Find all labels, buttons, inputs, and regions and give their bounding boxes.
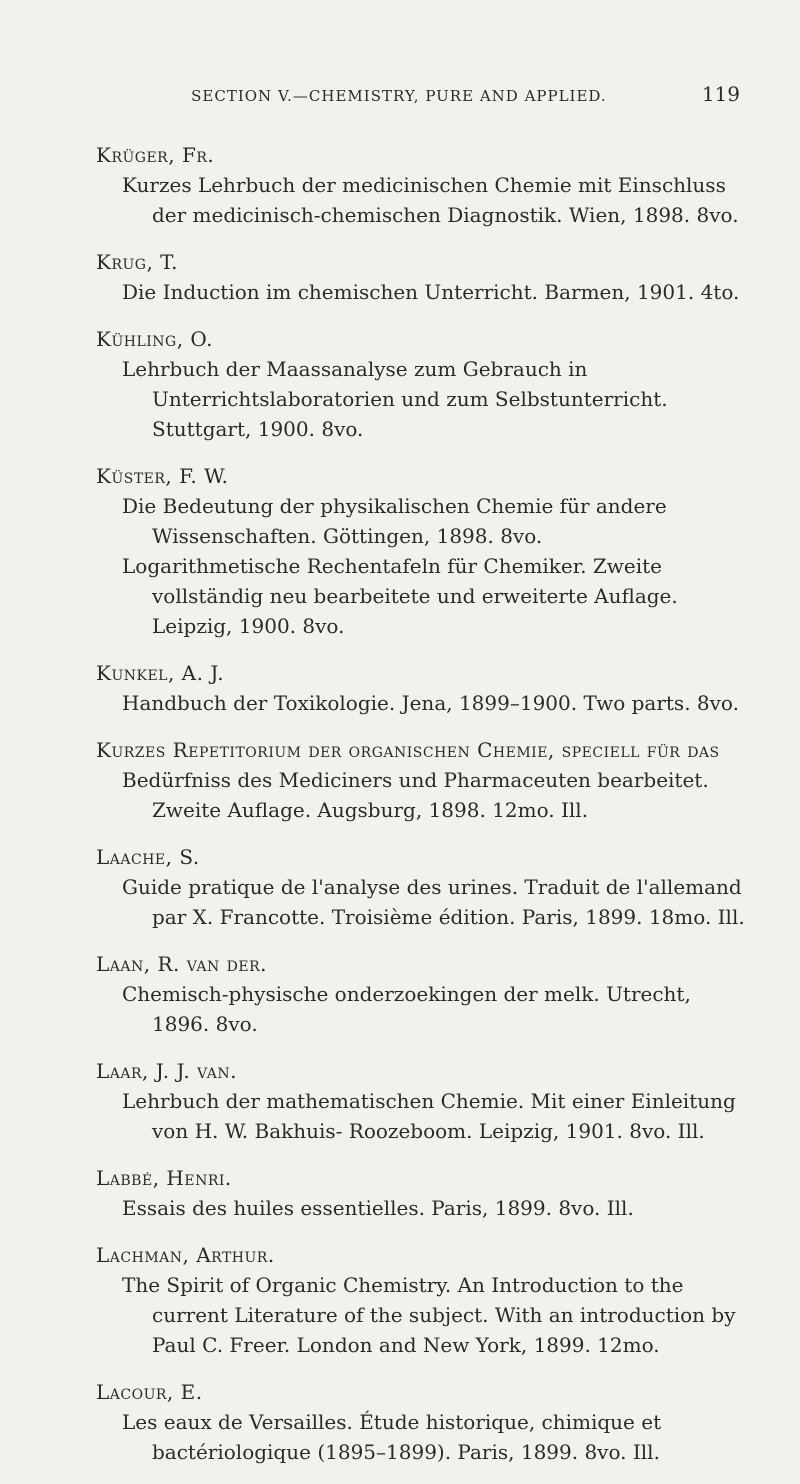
- entry-work: Essais des huiles essentielles. Paris, 1899. 8vo. Ill.: [122, 1196, 634, 1220]
- entry-author: Krüger, Fr.: [96, 143, 215, 167]
- entry-work: Chemisch-physische onderzoekingen der melk. Utrecht, 1896. 8vo.: [122, 982, 691, 1036]
- entry-work: Die Induction im chemischen Unterricht. Barmen, 1901. 4to.: [122, 280, 740, 304]
- bibliography-entry: [96, 842, 746, 932]
- bibliography-entry: [96, 140, 746, 230]
- entry-work: Bedürfniss des Mediciners und Pharmaceuten bearbeitet. Zweite Auflage. Augsburg, 1898. 12mo. Ill.: [122, 768, 709, 822]
- entry-work: Lehrbuch der mathematischen Chemie. Mit einer Einleitung von H. W. Bakhuis- Roozeboom. Leipzig, 1901. 8vo. Ill.: [122, 1089, 736, 1143]
- entry-author: Lachman, Arthur.: [96, 1243, 275, 1267]
- entry-work: Logarithmetische Rechentafeln für Chemiker. Zweite vollständig neu bearbeitete und erweiterte Auflage. Leipzig, 1900. 8vo.: [122, 554, 678, 638]
- entry-work: The Spirit of Organic Chemistry. An Introduction to the current Literature of the subject. With an introduction by Paul C. Freer. London and New York, 1899. 12mo.: [122, 1273, 736, 1357]
- bibliography-entry: [96, 247, 746, 307]
- bibliography-entry: [96, 735, 746, 825]
- entry-author: Küster, F. W.: [96, 464, 229, 488]
- section-title: SECTION V.—CHEMISTRY, PURE AND APPLIED.: [191, 87, 607, 105]
- running-head: [96, 82, 740, 106]
- entry-author: Labbé, Henri.: [96, 1166, 232, 1190]
- entry-author: Krug, T.: [96, 250, 178, 274]
- entry-work: Die Bedeutung der physikalischen Chemie für andere Wissenschaften. Göttingen, 1898. 8vo.: [122, 494, 667, 548]
- entry-work: Les eaux de Versailles. Étude historique, chimique et bactériologique (1895–1899). Paris, 1899. 8vo. Ill.: [122, 1410, 662, 1464]
- entry-author: Lacour, E.: [96, 1380, 203, 1404]
- entry-author: Kunkel, A. J.: [96, 661, 225, 685]
- page-number: 119: [701, 82, 740, 106]
- entry-author: Kurzes Repetitorium der organischen Chemie, speciell für das: [96, 738, 720, 762]
- entry-author: Kühling, O.: [96, 327, 214, 351]
- bibliography-entry: [96, 658, 746, 718]
- entry-work: Guide pratique de l'analyse des urines. Traduit de l'allemand par X. Francotte. Troisième édition. Paris, 1899. 18mo. Ill.: [122, 875, 745, 929]
- entry-work: Lehrbuch der Maassanalyse zum Gebrauch in Unterrichtslaboratorien und zum Selbstunterricht. Stuttgart, 1900. 8vo.: [122, 357, 668, 441]
- bibliography-entry: [96, 324, 746, 444]
- entry-author: Laan, R. van der.: [96, 952, 267, 976]
- bibliography-entry: [96, 1163, 746, 1223]
- bibliography-entry: [96, 1240, 746, 1360]
- entry-work: Handbuch der Toxikologie. Jena, 1899–1900. Two parts. 8vo.: [122, 691, 739, 715]
- entry-author: Laache, S.: [96, 845, 200, 869]
- bibliography-entry: [96, 1056, 746, 1146]
- entry-work: Kurzes Lehrbuch der medicinischen Chemie mit Einschluss der medicinisch-chemischen Diagnostik. Wien, 1898. 8vo.: [122, 173, 739, 227]
- bibliography-entry: [96, 461, 746, 641]
- bibliography-entry: [96, 949, 746, 1039]
- bibliography-list: [96, 140, 746, 1484]
- bibliography-entry: [96, 1377, 746, 1467]
- entry-author: Laar, J. J. van.: [96, 1059, 237, 1083]
